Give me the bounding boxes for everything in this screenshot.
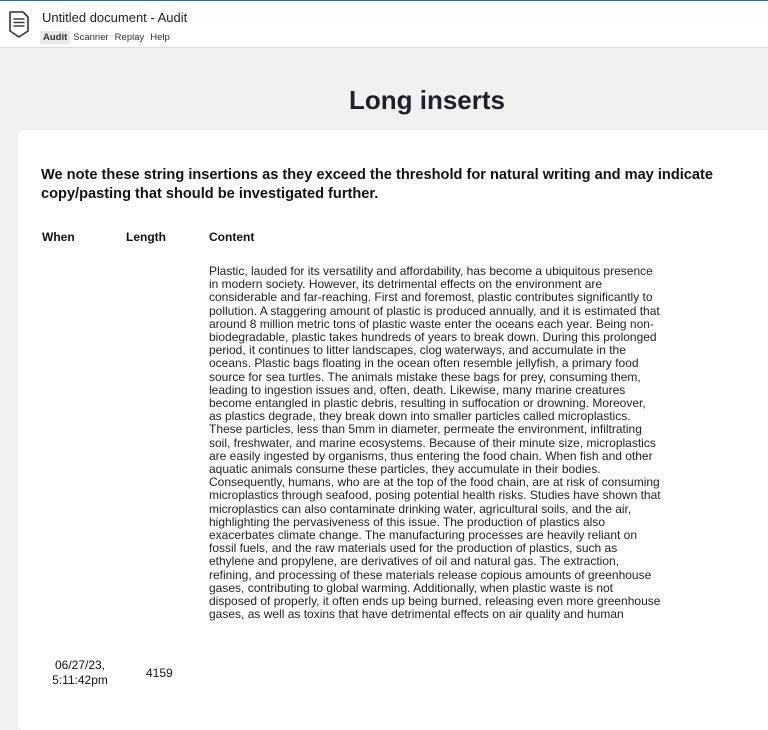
insert-length-cell: 4159 bbox=[146, 666, 173, 680]
window-title: Untitled document - Audit bbox=[42, 10, 188, 25]
insert-time: 5:11:42pm bbox=[52, 673, 108, 687]
menu-item-replay[interactable]: Replay bbox=[114, 32, 145, 43]
long-inserts-card bbox=[18, 130, 768, 730]
document-audit-icon bbox=[6, 9, 32, 39]
column-header-length: Length bbox=[126, 230, 166, 244]
insert-when-cell bbox=[45, 658, 115, 688]
page-title: Long inserts bbox=[348, 85, 505, 115]
insert-content-cell: Plastic, lauded for its versatility and affordability, has become a ubiquitous presence in modern society. However, its detrimental effects on the environment are considerable and far-reaching. First and foremost, plastic contributes significantly to pollution. A staggering amount of plastic is produced annually, and it is estimated that around 8 million metric tons of plastic waste enter the oceans each year. Being non-biodegradable, plastic takes hundreds of years to break down. During this prolonged period, it continues to litter landscapes, clog waterways, and accumulate in the oceans. Plastic bags floating in the ocean often resemble jellyfish, a primary food source for sea turtles. The animals mistake these bags for prey, consuming them, leading to ingestion issues and, often, death. Likewise, many marine creatures become entangled in plastic debris, resulting in suffocation or drowning. Moreover, as plastics degrade, they break down into smaller particles called microplastics. These particles, less than 5mm in diameter, permeate the environment, infiltrating soil, freshwater, and marine ecosystems. Because of their minute size, microplastics are easily ingested by organisms, thus entering the food chain. When fish and other aquatic animals consume these particles, they accumulate in their bodies. Consequently, humans, who are at the top of the food chain, are at risk of consuming microplastics through seafood, posing potential health risks. Studies have shown that microplastics can also contaminate drinking water, agricultural soils, and the air, highlighting the pervasiveness of this issue. The production of plastics also exacerbates climate change. The manufacturing processes are heavily reliant on fossil fuels, and the raw materials used for the production of plastics, such as ethylene and propylene, are derivatives of oil and natural gas. The extraction, refining, and processing of these materials release copious amounts of greenhouse gases, contributing to global warming. Additionally, when plastic waste is not disposed of properly, it often ends up being burned, releasing even more greenhouse gases, as well as toxins that have detrimental effects on air quality and human bbox=[209, 264, 661, 622]
insert-date: 06/27/23, bbox=[54, 658, 106, 672]
title-bar bbox=[0, 0, 768, 48]
menu-item-audit[interactable]: Audit bbox=[40, 31, 70, 44]
menu-item-help[interactable]: Help bbox=[150, 32, 170, 43]
menu-bar bbox=[40, 31, 173, 44]
column-header-when: When bbox=[42, 230, 75, 244]
menu-item-scanner[interactable]: Scanner bbox=[73, 32, 109, 43]
column-header-content: Content bbox=[209, 230, 255, 244]
threshold-notice: We note these string insertions as they exceed the threshold for natural writing and may indicate copy/pasting that should be investigated further. bbox=[41, 167, 714, 202]
